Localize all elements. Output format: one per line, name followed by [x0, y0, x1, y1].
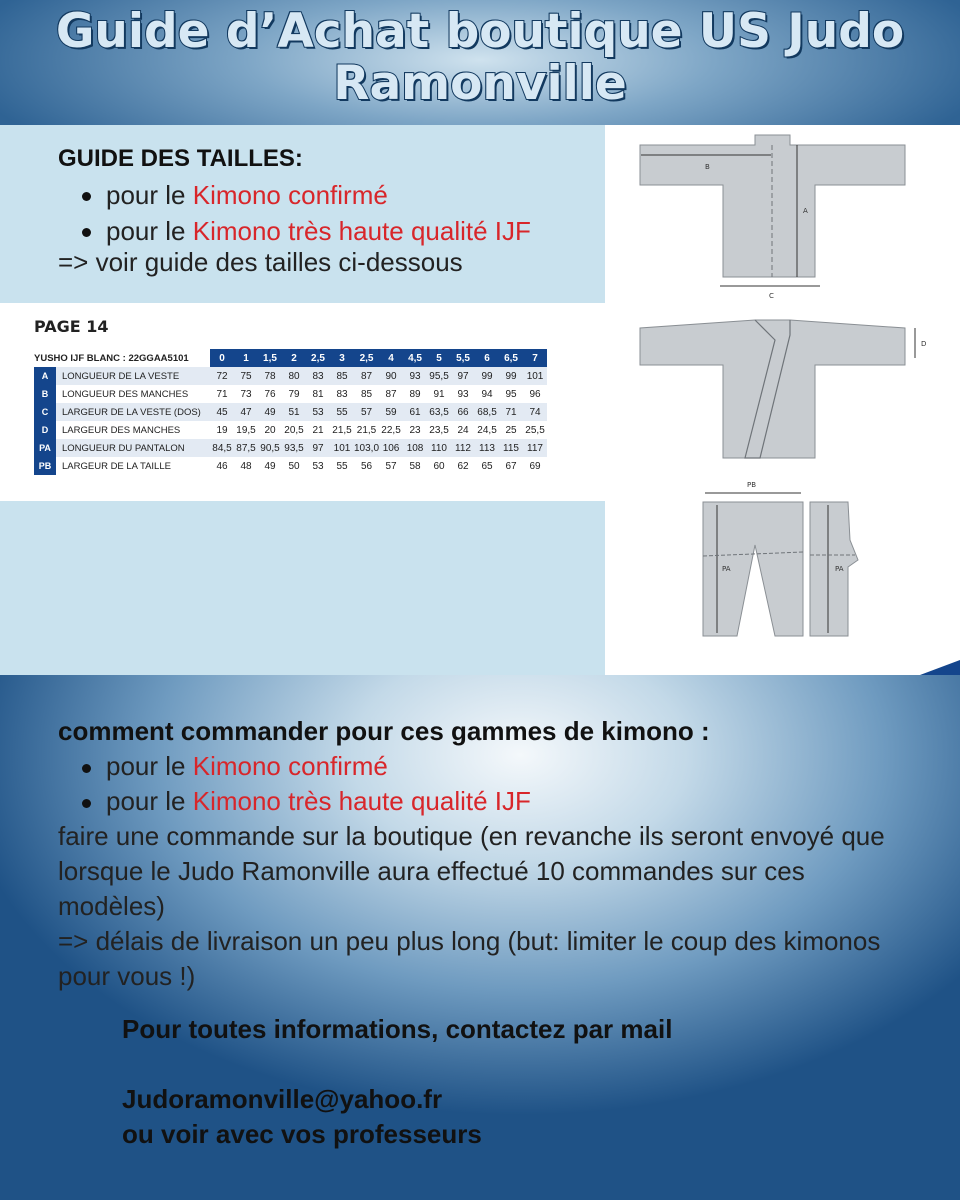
row-label: LARGEUR DE LA VESTE (DOS) [56, 403, 210, 421]
table-cell: 84,5 [210, 439, 234, 457]
table-cell: 65 [475, 457, 499, 475]
order-list [58, 749, 918, 819]
table-cell: 66 [451, 403, 475, 421]
table-cell: 20,5 [282, 421, 306, 439]
kimono-confirme-highlight: Kimono confirmé [192, 751, 388, 781]
table-cell: 96 [523, 385, 547, 403]
corner-accent [920, 660, 960, 675]
table-cell: 21,5 [330, 421, 354, 439]
table-cell: 83 [330, 385, 354, 403]
table-cell: 24 [451, 421, 475, 439]
page-title: Guide d’Achat boutique US Judo Ramonville [55, 4, 905, 111]
contact-section [122, 1012, 672, 1152]
table-cell: 21,5 [354, 421, 379, 439]
size-header-cell: 4,5 [403, 349, 427, 367]
table-cell: 85 [330, 367, 354, 385]
table-cell: 25,5 [523, 421, 547, 439]
row-label: LARGEUR DE LA TAILLE [56, 457, 210, 475]
table-cell: 55 [330, 457, 354, 475]
table-cell: 49 [258, 403, 282, 421]
size-header-cell: 1 [234, 349, 258, 367]
table-cell: 103,0 [354, 439, 379, 457]
size-header-cell: 7 [523, 349, 547, 367]
size-table [34, 349, 547, 475]
contact-teachers: ou voir avec vos professeurs [122, 1119, 482, 1149]
row-code: PB [34, 457, 56, 475]
table-cell: 110 [427, 439, 451, 457]
order-section [58, 716, 918, 994]
table-cell: 59 [379, 403, 403, 421]
table-row [34, 421, 547, 439]
table-cell: 63,5 [427, 403, 451, 421]
size-header-cell: 6,5 [499, 349, 523, 367]
table-cell: 48 [234, 457, 258, 475]
table-cell: 93 [403, 367, 427, 385]
dim-label-d: D [921, 340, 927, 348]
size-header-cell: 5,5 [451, 349, 475, 367]
row-code: A [34, 367, 56, 385]
table-cell: 81 [306, 385, 330, 403]
dim-label-b: B [705, 163, 710, 171]
size-header-cell: 3 [330, 349, 354, 367]
table-cell: 47 [234, 403, 258, 421]
row-label: LARGEUR DES MANCHES [56, 421, 210, 439]
model-label: YUSHO IJF BLANC : 22GGAA5101 [34, 352, 189, 364]
table-cell: 50 [282, 457, 306, 475]
table-cell: 68,5 [475, 403, 499, 421]
pants-side-shape [810, 502, 858, 636]
table-cell: 51 [282, 403, 306, 421]
contact-intro: Pour toutes informations, contactez par mail [122, 1014, 673, 1044]
table-cell: 113 [475, 439, 499, 457]
table-cell: 83 [306, 367, 330, 385]
size-table-area [0, 303, 605, 501]
table-cell: 73 [234, 385, 258, 403]
table-cell: 101 [330, 439, 354, 457]
kimono-confirme-highlight: Kimono confirmé [192, 180, 388, 210]
table-cell: 97 [306, 439, 330, 457]
row-code: PA [34, 439, 56, 457]
table-cell: 22,5 [379, 421, 403, 439]
table-cell: 99 [499, 367, 523, 385]
table-cell: 95,5 [427, 367, 451, 385]
table-cell: 90,5 [258, 439, 282, 457]
table-cell: 62 [451, 457, 475, 475]
table-cell: 60 [427, 457, 451, 475]
kimono-diagrams [605, 125, 960, 675]
table-row [34, 439, 547, 457]
size-guide-heading: GUIDE DES TAILLES: [58, 145, 303, 172]
table-cell: 49 [258, 457, 282, 475]
page-label: PAGE 14 [34, 317, 109, 336]
table-cell: 21 [306, 421, 330, 439]
table-cell: 87,5 [234, 439, 258, 457]
size-header-cell: 1,5 [258, 349, 282, 367]
size-header-cell: 2,5 [306, 349, 330, 367]
table-cell: 117 [523, 439, 547, 457]
table-cell: 79 [282, 385, 306, 403]
table-cell: 76 [258, 385, 282, 403]
table-cell: 94 [475, 385, 499, 403]
row-label: LONGUEUR DU PANTALON [56, 439, 210, 457]
table-row [34, 385, 547, 403]
order-instructions: faire une commande sur la boutique (en revanche ils seront envoyé que lorsque le Judo Ramonville aura effectué 10 commandes sur ces modèles) [58, 821, 885, 921]
row-code: C [34, 403, 56, 421]
table-cell: 71 [499, 403, 523, 421]
table-row [34, 403, 547, 421]
row-code: B [34, 385, 56, 403]
table-cell: 53 [306, 457, 330, 475]
size-guide-note: => voir guide des tailles ci-dessous [58, 247, 463, 277]
table-cell: 45 [210, 403, 234, 421]
table-row [34, 457, 547, 475]
table-cell: 24,5 [475, 421, 499, 439]
dim-label-pa-side: PA [835, 565, 844, 573]
list-item: pour le Kimono confirmé [58, 177, 531, 213]
table-cell: 23 [403, 421, 427, 439]
table-cell: 95 [499, 385, 523, 403]
dim-label-pb: PB [747, 481, 757, 489]
size-header-cell: 6 [475, 349, 499, 367]
dim-label-a: A [803, 207, 808, 215]
table-cell: 71 [210, 385, 234, 403]
table-cell: 20 [258, 421, 282, 439]
table-cell: 99 [475, 367, 499, 385]
table-cell: 19,5 [234, 421, 258, 439]
table-cell: 112 [451, 439, 475, 457]
table-cell: 58 [403, 457, 427, 475]
row-code: D [34, 421, 56, 439]
table-cell: 87 [354, 367, 379, 385]
table-row [34, 367, 547, 385]
table-cell: 46 [210, 457, 234, 475]
table-cell: 55 [330, 403, 354, 421]
list-item: pour le Kimono confirmé [58, 749, 918, 784]
size-header-row [34, 349, 547, 367]
pants-front-shape [703, 502, 803, 636]
size-header-cell: 4 [379, 349, 403, 367]
jacket-front-shape [640, 320, 905, 458]
table-cell: 69 [523, 457, 547, 475]
table-cell: 93,5 [282, 439, 306, 457]
table-cell: 78 [258, 367, 282, 385]
table-cell: 67 [499, 457, 523, 475]
delivery-note: => délais de livraison un peu plus long (but: limiter le coup des kimonos pour vous !) [58, 926, 881, 991]
table-cell: 61 [403, 403, 427, 421]
size-header-cell: 5 [427, 349, 451, 367]
list-item: pour le Kimono très haute qualité IJF [58, 784, 918, 819]
table-cell: 72 [210, 367, 234, 385]
size-header-cell: 2 [282, 349, 306, 367]
model-label-cell [34, 349, 210, 367]
row-label: LONGUEUR DES MANCHES [56, 385, 210, 403]
size-header-cell: 2,5 [354, 349, 379, 367]
size-header-cell: 0 [210, 349, 234, 367]
size-guide-panel [0, 125, 605, 303]
table-cell: 74 [523, 403, 547, 421]
blank-panel [0, 501, 605, 675]
kimono-ijf-highlight: Kimono très haute qualité IJF [192, 216, 531, 246]
table-cell: 75 [234, 367, 258, 385]
table-cell: 19 [210, 421, 234, 439]
table-cell: 101 [523, 367, 547, 385]
table-cell: 97 [451, 367, 475, 385]
table-cell: 89 [403, 385, 427, 403]
dim-label-c: C [769, 292, 774, 300]
table-cell: 25 [499, 421, 523, 439]
table-cell: 90 [379, 367, 403, 385]
list-item: pour le Kimono très haute qualité IJF [58, 213, 531, 249]
contact-email: Judoramonville@yahoo.fr [122, 1084, 443, 1114]
table-cell: 93 [451, 385, 475, 403]
table-cell: 85 [354, 385, 379, 403]
table-cell: 80 [282, 367, 306, 385]
table-cell: 56 [354, 457, 379, 475]
table-cell: 108 [403, 439, 427, 457]
table-cell: 115 [499, 439, 523, 457]
table-cell: 87 [379, 385, 403, 403]
table-cell: 23,5 [427, 421, 451, 439]
table-cell: 53 [306, 403, 330, 421]
dim-label-pa: PA [722, 565, 731, 573]
kimono-diagram-svg [605, 125, 960, 675]
row-label: LONGUEUR DE LA VESTE [56, 367, 210, 385]
order-heading: comment commander pour ces gammes de kimono : [58, 716, 710, 746]
table-cell: 57 [354, 403, 379, 421]
table-cell: 57 [379, 457, 403, 475]
size-guide-list [58, 177, 531, 249]
kimono-ijf-highlight: Kimono très haute qualité IJF [192, 786, 531, 816]
table-cell: 91 [427, 385, 451, 403]
table-cell: 106 [379, 439, 403, 457]
